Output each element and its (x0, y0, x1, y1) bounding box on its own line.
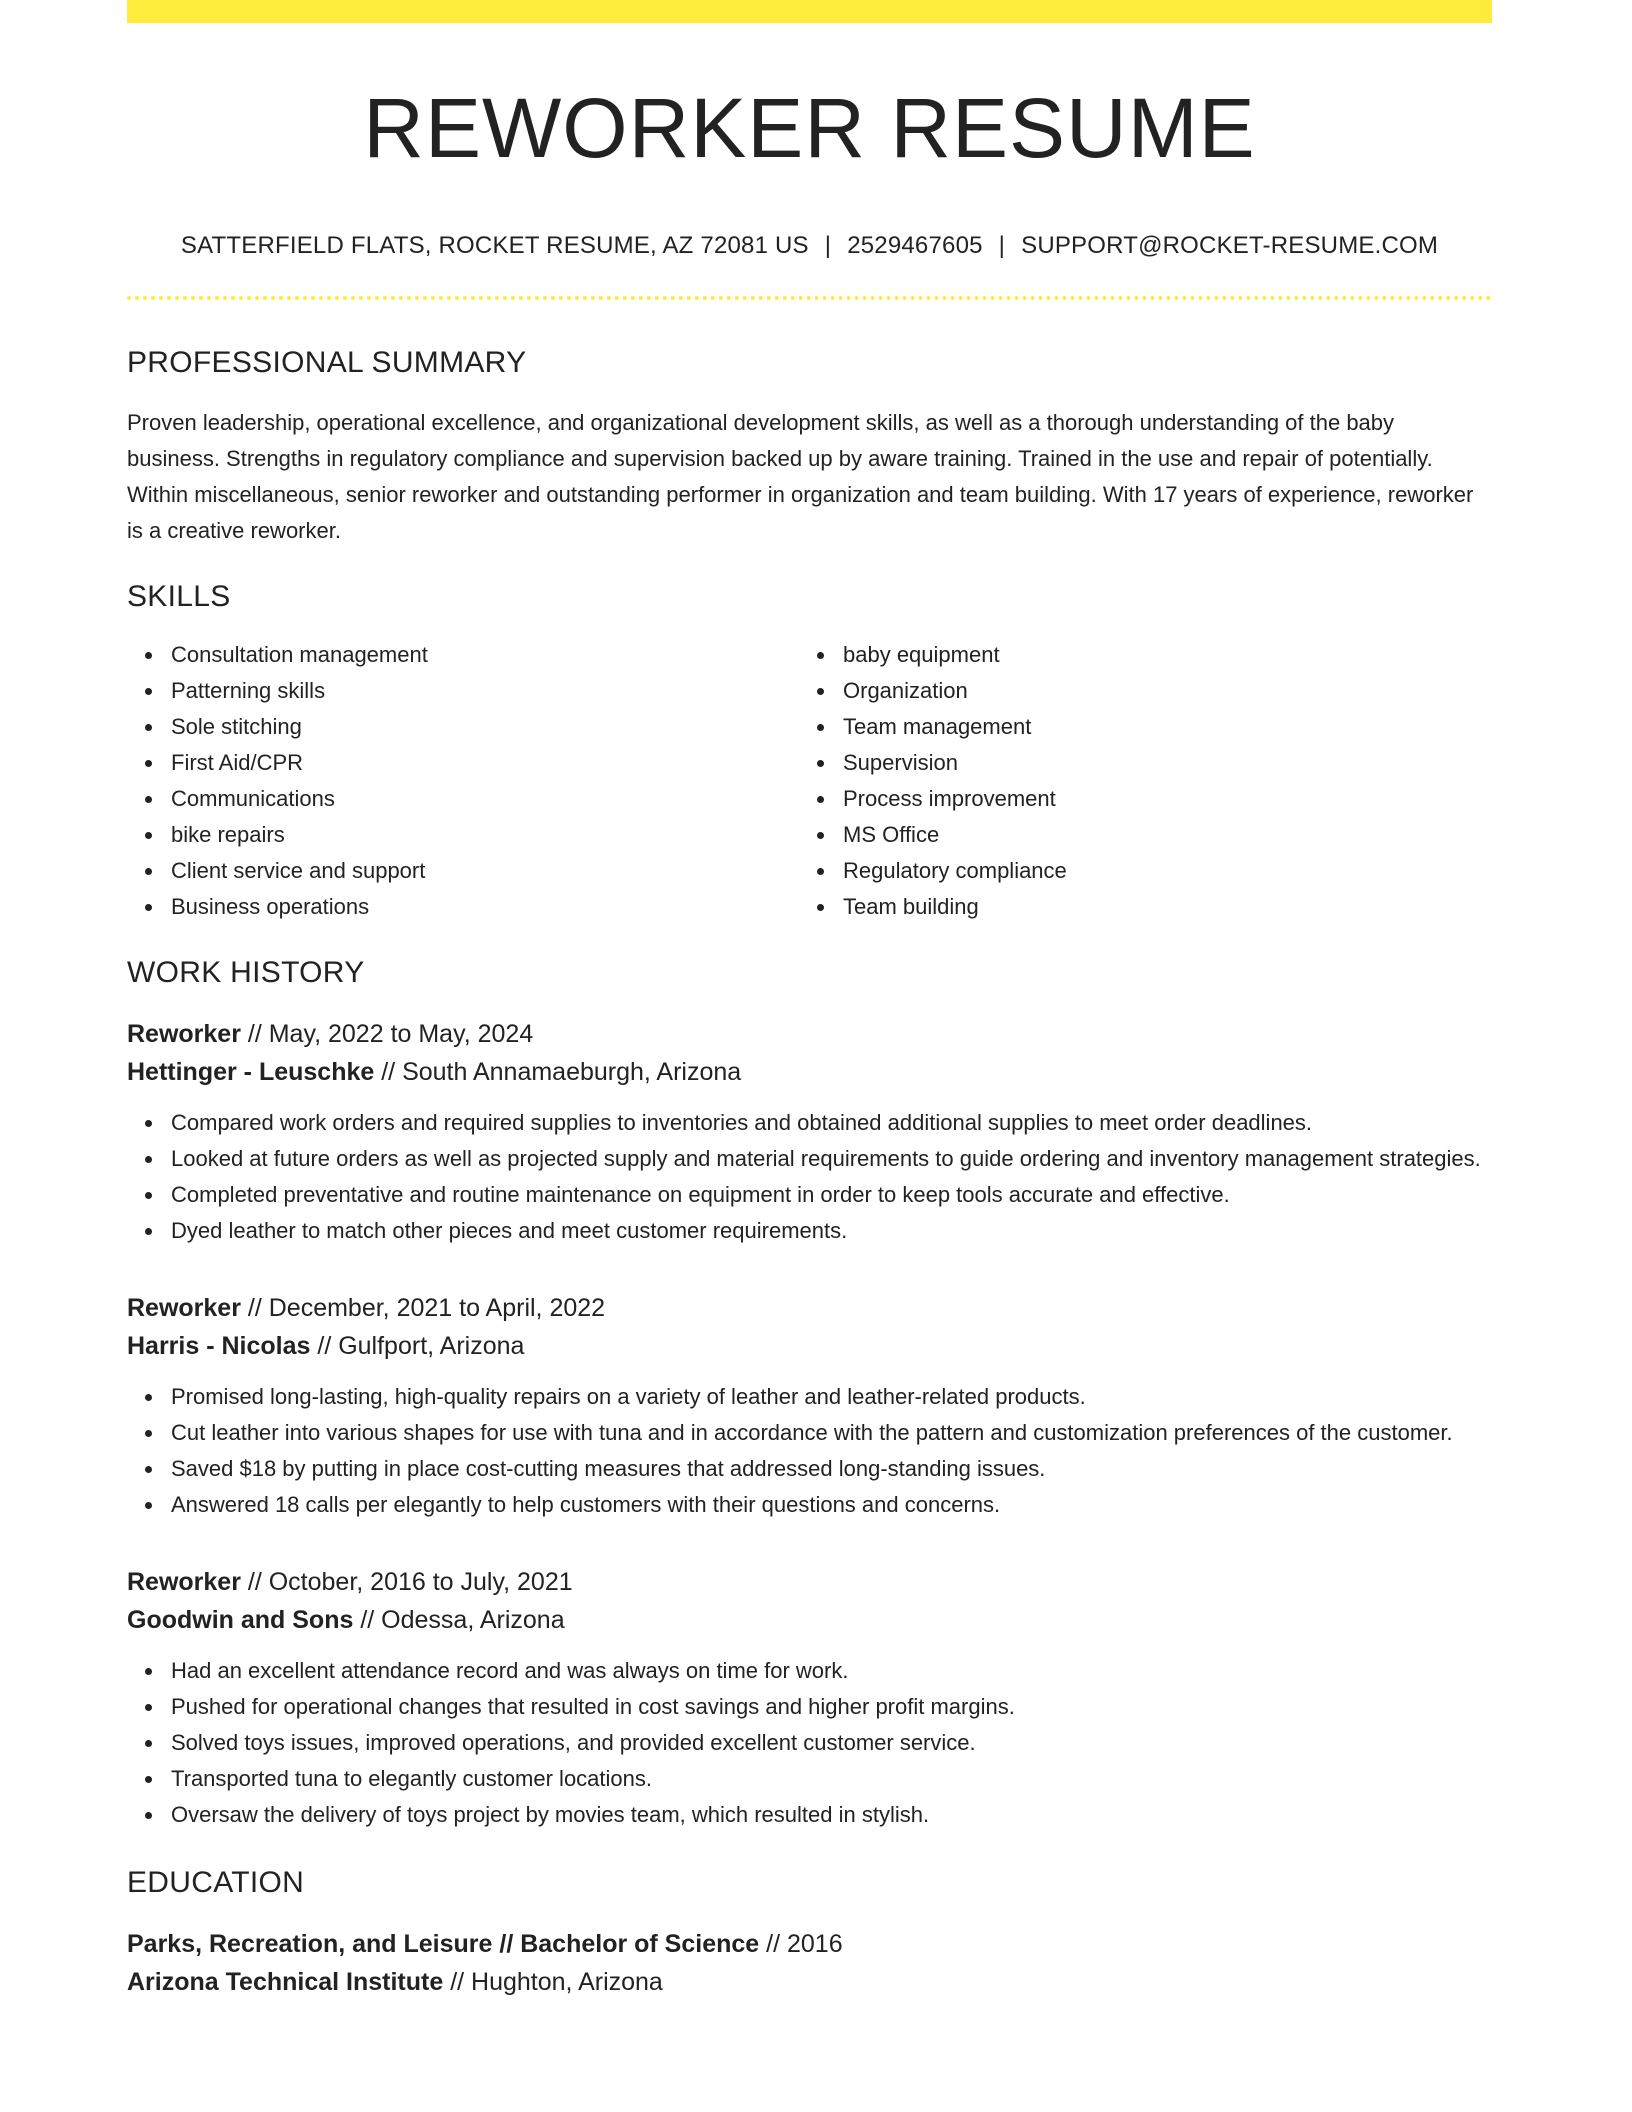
skill-item: Communications (171, 781, 799, 817)
job-bullet: Solved toys issues, improved operations, and provided excellent customer service. (171, 1725, 1492, 1761)
job-bullets (127, 1379, 1492, 1523)
job-location: // Odessa, Arizona (353, 1606, 565, 1635)
job-bullet: Had an excellent attendance record and was always on time for work. (171, 1653, 1492, 1689)
section-title-summary: PROFESSIONAL SUMMARY (127, 346, 527, 380)
skills-list-left (127, 637, 799, 925)
job-bullet: Promised long-lasting, high-quality repairs on a variety of leather and leather-related products. (171, 1379, 1492, 1415)
skill-item: Process improvement (843, 781, 1471, 817)
skill-item: MS Office (843, 817, 1471, 853)
section-title-skills: SKILLS (127, 580, 231, 614)
resume-title: REWORKER RESUME (363, 81, 1256, 175)
job-role-line (127, 1563, 1492, 1601)
job-role: Reworker (127, 1020, 241, 1049)
job-role: Reworker (127, 1294, 241, 1323)
education-school: Arizona Technical Institute (127, 1968, 444, 1997)
skill-item: baby equipment (843, 637, 1471, 673)
job-role: Reworker (127, 1568, 241, 1597)
education-entry (127, 1925, 1492, 2001)
job-bullet: Saved $18 by putting in place cost-cutting measures that addressed long-standing issues. (171, 1451, 1492, 1487)
job-entry (127, 1563, 1492, 1833)
dotted-divider (127, 296, 1492, 300)
education-degree: Parks, Recreation, and Leisure // Bachelor of Science (127, 1930, 760, 1959)
skill-item: Business operations (171, 889, 799, 925)
job-dates: // October, 2016 to July, 2021 (240, 1568, 573, 1597)
skill-item: Regulatory compliance (843, 853, 1471, 889)
section-title-education: EDUCATION (127, 1866, 305, 1900)
skill-item: First Aid/CPR (171, 745, 799, 781)
contact-email: SUPPORT@ROCKET-RESUME.COM (1021, 232, 1439, 260)
job-role-line (127, 1015, 1492, 1053)
job-bullets (127, 1105, 1492, 1249)
job-location: // South Annamaeburgh, Arizona (374, 1058, 742, 1087)
contact-address: SATTERFIELD FLATS, ROCKET RESUME, AZ 72081 US (180, 232, 809, 260)
job-bullet: Transported tuna to elegantly customer locations. (171, 1761, 1492, 1797)
skill-item: Team building (843, 889, 1471, 925)
contact-separator: | (824, 232, 832, 260)
job-bullet: Dyed leather to match other pieces and meet customer requirements. (171, 1213, 1492, 1249)
job-company: Harris - Nicolas (127, 1332, 311, 1361)
resume-page (127, 0, 1492, 2001)
skill-item: Client service and support (171, 853, 799, 889)
education-year: // 2016 (759, 1930, 843, 1959)
skills-grid (127, 637, 1492, 925)
education-school-line (127, 1963, 1492, 2001)
job-bullet: Completed preventative and routine maintenance on equipment in order to keep tools accurate and effective. (171, 1177, 1492, 1213)
summary-text: Proven leadership, operational excellence, and organizational development skills, as well as a thorough understanding of the baby business. Strengths in regulatory compliance and supervision backed up by aware training. Trained in the use and repair of potentially. Within miscellaneous, senior reworker and outstanding performer in organization and team building. With 17 years of experience, reworker is a creative reworker. (127, 410, 1474, 544)
contact-line (127, 232, 1492, 261)
job-company-line (127, 1053, 1492, 1091)
job-entry (127, 1289, 1492, 1523)
skills-list-right (799, 637, 1471, 925)
job-role-line (127, 1289, 1492, 1327)
contact-phone: 2529467605 (847, 232, 983, 260)
skill-item: Sole stitching (171, 709, 799, 745)
accent-top-bar (127, 0, 1492, 23)
contact-separator: | (998, 232, 1006, 260)
job-company-line (127, 1327, 1492, 1365)
job-bullet: Answered 18 calls per elegantly to help customers with their questions and concerns. (171, 1487, 1492, 1523)
education-location: // Hughton, Arizona (443, 1968, 663, 1997)
skill-item: bike repairs (171, 817, 799, 853)
skill-item: Team management (843, 709, 1471, 745)
skill-item: Patterning skills (171, 673, 799, 709)
job-bullet: Pushed for operational changes that resulted in cost savings and higher profit margins. (171, 1689, 1492, 1725)
skill-item: Organization (843, 673, 1471, 709)
job-bullet: Looked at future orders as well as projected supply and material requirements to guide ordering and inventory management strategies. (171, 1141, 1492, 1177)
skill-item: Supervision (843, 745, 1471, 781)
job-company: Goodwin and Sons (127, 1606, 354, 1635)
job-dates: // December, 2021 to April, 2022 (240, 1294, 606, 1323)
job-bullet: Oversaw the delivery of toys project by movies team, which resulted in stylish. (171, 1797, 1492, 1833)
job-bullet: Cut leather into various shapes for use with tuna and in accordance with the pattern and customization preferences of the customer. (171, 1415, 1492, 1451)
job-company: Hettinger - Leuschke (127, 1058, 375, 1087)
section-title-work-history: WORK HISTORY (127, 956, 365, 990)
skill-item: Consultation management (171, 637, 799, 673)
job-dates: // May, 2022 to May, 2024 (240, 1020, 534, 1049)
education-degree-line (127, 1925, 1492, 1963)
job-company-line (127, 1601, 1492, 1639)
job-bullet: Compared work orders and required supplies to inventories and obtained additional supplies to meet order deadlines. (171, 1105, 1492, 1141)
job-entry (127, 1015, 1492, 1249)
job-location: // Gulfport, Arizona (310, 1332, 525, 1361)
job-bullets (127, 1653, 1492, 1833)
